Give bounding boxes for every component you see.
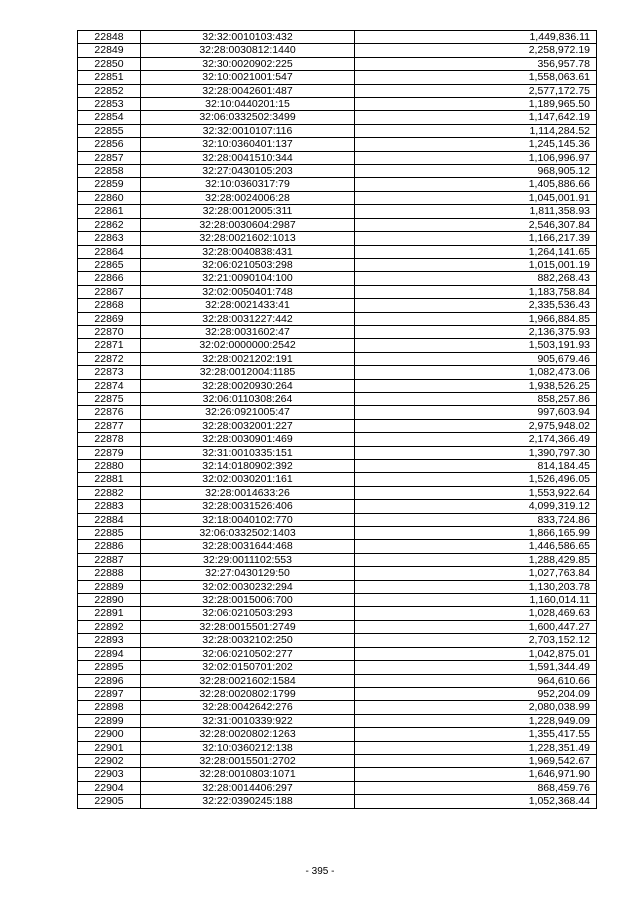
row-number-cell: 22864 [78,245,141,258]
cadastral-number-cell: 32:28:0021602:1013 [141,232,355,245]
amount-cell: 1,355,417.55 [355,728,597,741]
amount-cell: 1,938,526.25 [355,379,597,392]
row-number-cell: 22859 [78,178,141,191]
amount-cell: 1,526,496.05 [355,473,597,486]
row-number-cell: 22866 [78,272,141,285]
amount-cell: 1,130,203.78 [355,580,597,593]
table-row [78,124,597,137]
cadastral-number-cell: 32:06:0210503:293 [141,607,355,620]
table-row [78,687,597,700]
row-number-cell: 22867 [78,285,141,298]
cadastral-number-cell: 32:02:0150701:202 [141,661,355,674]
row-number-cell: 22897 [78,687,141,700]
row-number-cell: 22873 [78,366,141,379]
row-number-cell: 22880 [78,460,141,473]
table-row [78,754,597,767]
row-number-cell: 22858 [78,165,141,178]
cadastral-number-cell: 32:28:0030812:1440 [141,44,355,57]
row-number-cell: 22854 [78,111,141,124]
table-row [78,272,597,285]
cadastral-number-cell: 32:02:0030232:294 [141,580,355,593]
cadastral-number-cell: 32:06:0332502:3499 [141,111,355,124]
row-number-cell: 22874 [78,379,141,392]
amount-cell: 1,591,344.49 [355,661,597,674]
table-row [78,366,597,379]
amount-cell: 2,174,366.49 [355,433,597,446]
table-row [78,580,597,593]
cadastral-number-cell: 32:02:0050401:748 [141,285,355,298]
page-number: - 395 - [305,866,335,877]
cadastral-number-cell: 32:29:0011102:553 [141,553,355,566]
amount-cell: 1,866,165.99 [355,527,597,540]
table-row [78,674,597,687]
cadastral-number-cell: 32:28:0041510:344 [141,151,355,164]
cadastral-number-cell: 32:28:0012005:311 [141,205,355,218]
table-row [78,151,597,164]
table-row [78,553,597,566]
table-row [78,701,597,714]
table-row [78,111,597,124]
row-number-cell: 22892 [78,620,141,633]
table-body [78,31,597,809]
cadastral-number-cell: 32:28:0021202:191 [141,352,355,365]
table-row [78,473,597,486]
table-row [78,540,597,553]
cadastral-number-cell: 32:28:0040838:431 [141,245,355,258]
table-row [78,205,597,218]
row-number-cell: 22895 [78,661,141,674]
cadastral-number-cell: 32:28:0042642:276 [141,701,355,714]
amount-cell: 1,183,758.84 [355,285,597,298]
amount-cell: 1,228,351.49 [355,741,597,754]
cadastral-number-cell: 32:28:0021433:41 [141,299,355,312]
cadastral-number-cell: 32:30:0020902:225 [141,57,355,70]
amount-cell: 1,558,063.61 [355,71,597,84]
row-number-cell: 22875 [78,392,141,405]
row-number-cell: 22883 [78,500,141,513]
cadastral-number-cell: 32:21:0090104:100 [141,272,355,285]
amount-cell: 1,288,429.85 [355,553,597,566]
table-row [78,419,597,432]
row-number-cell: 22894 [78,647,141,660]
row-number-cell: 22902 [78,754,141,767]
amount-cell: 814,184.45 [355,460,597,473]
amount-cell: 1,114,284.52 [355,124,597,137]
cadastral-number-cell: 32:31:0010335:151 [141,446,355,459]
cadastral-number-cell: 32:27:0430129:50 [141,567,355,580]
cadastral-number-cell: 32:28:0032102:250 [141,634,355,647]
amount-cell: 1,052,368.44 [355,795,597,808]
cadastral-number-cell: 32:28:0014633:26 [141,486,355,499]
table-row [78,446,597,459]
table-row [78,741,597,754]
row-number-cell: 22891 [78,607,141,620]
amount-cell: 1,503,191.93 [355,339,597,352]
amount-cell: 2,080,038.99 [355,701,597,714]
cadastral-number-cell: 32:18:0040102:770 [141,513,355,526]
cadastral-number-cell: 32:28:0031644:468 [141,540,355,553]
cadastral-number-cell: 32:28:0031602:47 [141,325,355,338]
amount-cell: 1,027,763.84 [355,567,597,580]
amount-cell: 1,646,971.90 [355,768,597,781]
row-number-cell: 22901 [78,741,141,754]
amount-cell: 2,258,972.19 [355,44,597,57]
amount-cell: 868,459.76 [355,781,597,794]
amount-cell: 1,446,586.65 [355,540,597,553]
row-number-cell: 22861 [78,205,141,218]
row-number-cell: 22857 [78,151,141,164]
row-number-cell: 22887 [78,553,141,566]
table-row [78,312,597,325]
row-number-cell: 22868 [78,299,141,312]
cadastral-number-cell: 32:28:0024006:28 [141,191,355,204]
row-number-cell: 22848 [78,31,141,44]
cadastral-number-cell: 32:28:0021602:1584 [141,674,355,687]
amount-cell: 356,957.78 [355,57,597,70]
cadastral-number-cell: 32:32:0010103:432 [141,31,355,44]
row-number-cell: 22876 [78,406,141,419]
cadastral-number-cell: 32:28:0014406:297 [141,781,355,794]
amount-cell: 1,042,875.01 [355,647,597,660]
row-number-cell: 22872 [78,352,141,365]
amount-cell: 4,099,319.12 [355,500,597,513]
row-number-cell: 22869 [78,312,141,325]
row-number-cell: 22870 [78,325,141,338]
row-number-cell: 22889 [78,580,141,593]
table-row [78,661,597,674]
cadastral-number-cell: 32:02:0030201:161 [141,473,355,486]
table-row [78,513,597,526]
amount-cell: 2,703,152.12 [355,634,597,647]
cadastral-number-cell: 32:28:0012004:1185 [141,366,355,379]
amount-cell: 2,546,307.84 [355,218,597,231]
cadastral-number-cell: 32:06:0210503:298 [141,258,355,271]
row-number-cell: 22852 [78,84,141,97]
row-number-cell: 22865 [78,258,141,271]
row-number-cell: 22905 [78,795,141,808]
row-number-cell: 22900 [78,728,141,741]
amount-cell: 1,966,884.85 [355,312,597,325]
cadastral-number-cell: 32:28:0010803:1071 [141,768,355,781]
amount-cell: 1,969,542.67 [355,754,597,767]
data-table [77,30,597,809]
table-row [78,57,597,70]
table-row [78,339,597,352]
cadastral-number-cell: 32:28:0030604:2987 [141,218,355,231]
row-number-cell: 22896 [78,674,141,687]
amount-cell: 1,106,996.97 [355,151,597,164]
row-number-cell: 22862 [78,218,141,231]
amount-cell: 1,082,473.06 [355,366,597,379]
table-row [78,647,597,660]
cadastral-number-cell: 32:28:0042601:487 [141,84,355,97]
table-row [78,460,597,473]
row-number-cell: 22855 [78,124,141,137]
amount-cell: 1,147,642.19 [355,111,597,124]
amount-cell: 2,577,172.75 [355,84,597,97]
table-row [78,84,597,97]
table-row [78,191,597,204]
row-number-cell: 22898 [78,701,141,714]
table-row [78,433,597,446]
row-number-cell: 22903 [78,768,141,781]
table-row [78,768,597,781]
row-number-cell: 22884 [78,513,141,526]
cadastral-number-cell: 32:31:0010339:922 [141,714,355,727]
amount-cell: 997,603.94 [355,406,597,419]
row-number-cell: 22885 [78,527,141,540]
row-number-cell: 22882 [78,486,141,499]
table-row [78,44,597,57]
amount-cell: 952,204.09 [355,687,597,700]
amount-cell: 833,724.86 [355,513,597,526]
amount-cell: 1,264,141.65 [355,245,597,258]
amount-cell: 1,160,014.11 [355,594,597,607]
cadastral-number-cell: 32:10:0360401:137 [141,138,355,151]
cadastral-number-cell: 32:10:0440201:15 [141,98,355,111]
cadastral-number-cell: 32:28:0015006:700 [141,594,355,607]
row-number-cell: 22878 [78,433,141,446]
amount-cell: 1,449,836.11 [355,31,597,44]
cadastral-number-cell: 32:10:0360317:79 [141,178,355,191]
row-number-cell: 22856 [78,138,141,151]
row-number-cell: 22904 [78,781,141,794]
cadastral-number-cell: 32:28:0031526:406 [141,500,355,513]
cadastral-number-cell: 32:14:0180902:392 [141,460,355,473]
table-row [78,500,597,513]
table-row [78,299,597,312]
row-number-cell: 22888 [78,567,141,580]
cadastral-number-cell: 32:28:0032001:227 [141,419,355,432]
cadastral-number-cell: 32:02:0000000:2542 [141,339,355,352]
amount-cell: 2,335,536.43 [355,299,597,312]
amount-cell: 1,600,447.27 [355,620,597,633]
amount-cell: 1,245,145.36 [355,138,597,151]
row-number-cell: 22890 [78,594,141,607]
table-row [78,392,597,405]
amount-cell: 964,610.66 [355,674,597,687]
table-row [78,218,597,231]
amount-cell: 1,390,797.30 [355,446,597,459]
amount-cell: 1,015,001.19 [355,258,597,271]
row-number-cell: 22899 [78,714,141,727]
table-row [78,138,597,151]
cadastral-number-cell: 32:28:0020930:264 [141,379,355,392]
table-row [78,795,597,808]
table-row [78,71,597,84]
cadastral-number-cell: 32:06:0332502:1403 [141,527,355,540]
table-row [78,31,597,44]
amount-cell: 2,975,948.02 [355,419,597,432]
amount-cell: 1,228,949.09 [355,714,597,727]
table-row [78,567,597,580]
table-row [78,325,597,338]
table-row [78,714,597,727]
row-number-cell: 22881 [78,473,141,486]
amount-cell: 905,679.46 [355,352,597,365]
amount-cell: 882,268.43 [355,272,597,285]
amount-cell: 968,905.12 [355,165,597,178]
row-number-cell: 22850 [78,57,141,70]
cadastral-number-cell: 32:26:0921005:47 [141,406,355,419]
cadastral-number-cell: 32:06:0210502:277 [141,647,355,660]
table-row [78,781,597,794]
amount-cell: 1,045,001.91 [355,191,597,204]
cadastral-number-cell: 32:28:0031227:442 [141,312,355,325]
table-row [78,352,597,365]
amount-cell: 858,257.86 [355,392,597,405]
row-number-cell: 22879 [78,446,141,459]
amount-cell: 2,136,375.93 [355,325,597,338]
cadastral-number-cell: 32:32:0010107:116 [141,124,355,137]
row-number-cell: 22893 [78,634,141,647]
cadastral-number-cell: 32:10:0360212:138 [141,741,355,754]
cadastral-number-cell: 32:28:0020802:1263 [141,728,355,741]
table-row [78,379,597,392]
amount-cell: 1,811,358.93 [355,205,597,218]
table-row [78,258,597,271]
table-row [78,634,597,647]
table-row [78,594,597,607]
table-row [78,178,597,191]
row-number-cell: 22849 [78,44,141,57]
table-row [78,98,597,111]
cadastral-number-cell: 32:22:0390245:188 [141,795,355,808]
cadastral-number-cell: 32:28:0015501:2749 [141,620,355,633]
row-number-cell: 22886 [78,540,141,553]
table-row [78,486,597,499]
row-number-cell: 22851 [78,71,141,84]
row-number-cell: 22877 [78,419,141,432]
table-row [78,406,597,419]
row-number-cell: 22860 [78,191,141,204]
amount-cell: 1,028,469.63 [355,607,597,620]
amount-cell: 1,189,965.50 [355,98,597,111]
table-row [78,620,597,633]
table-row [78,165,597,178]
amount-cell: 1,553,922.64 [355,486,597,499]
cadastral-number-cell: 32:06:0110308:264 [141,392,355,405]
table-row [78,728,597,741]
cadastral-number-cell: 32:10:0021001:547 [141,71,355,84]
row-number-cell: 22863 [78,232,141,245]
row-number-cell: 22853 [78,98,141,111]
table-row [78,232,597,245]
cadastral-number-cell: 32:27:0430105:203 [141,165,355,178]
row-number-cell: 22871 [78,339,141,352]
cadastral-number-cell: 32:28:0015501:2702 [141,754,355,767]
table-row [78,527,597,540]
table-row [78,607,597,620]
amount-cell: 1,405,886.66 [355,178,597,191]
cadastral-number-cell: 32:28:0020802:1799 [141,687,355,700]
table-row [78,245,597,258]
table-row [78,285,597,298]
amount-cell: 1,166,217.39 [355,232,597,245]
cadastral-number-cell: 32:28:0030901:469 [141,433,355,446]
